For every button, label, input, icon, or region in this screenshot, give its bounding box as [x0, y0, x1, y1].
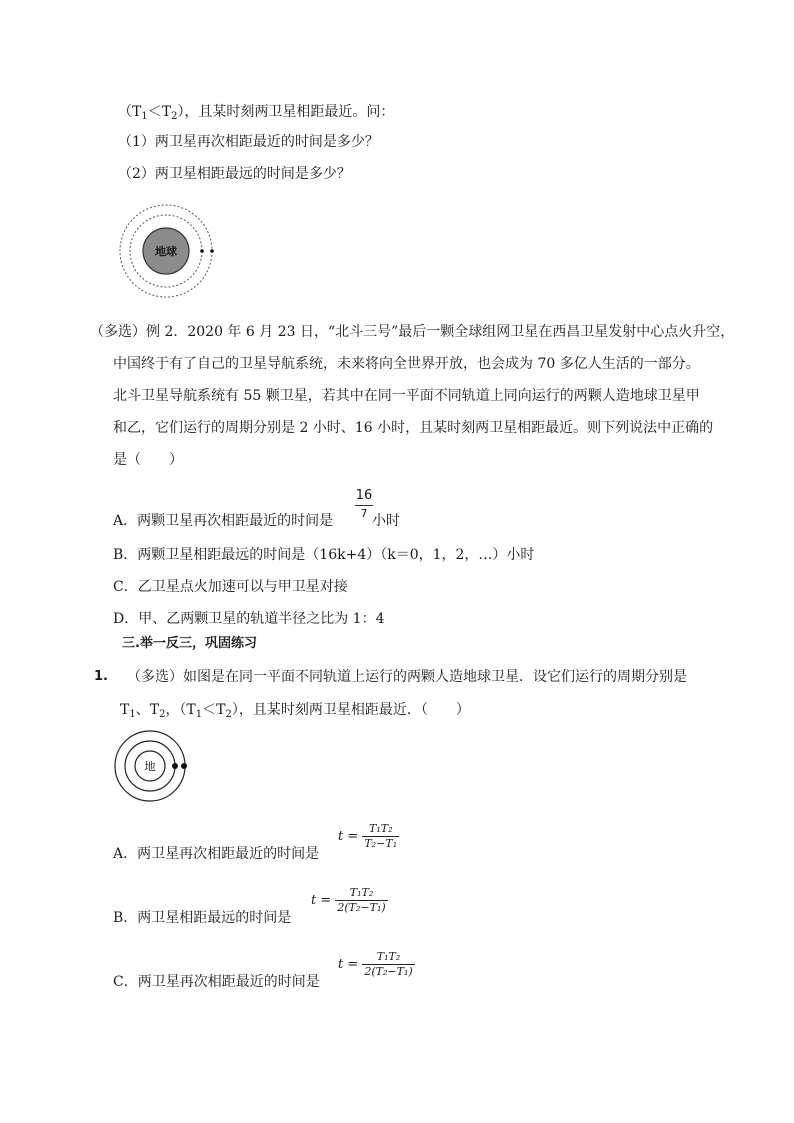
- formula-fraction: [362, 950, 414, 979]
- example2-line-4: 和乙，它们运行的周期分别是 2 小时、16 小时，且某时刻两卫星相距最近。则下列说法中正确的: [113, 420, 714, 436]
- problem1-line-1: （多选）如图是在同一平面不同轨道上运行的两颗人造地球卫星．设它们运行的周期分别是: [127, 669, 687, 685]
- problem1-line-2: [120, 700, 470, 725]
- problem1-option-a: A．两卫星再次相距最近的时间是: [113, 846, 320, 862]
- problem1-option-b: B．两卫星相距最远的时间是: [113, 910, 292, 926]
- orbit-diagram-2: [112, 730, 192, 806]
- example2-line-5: 是（ ）: [113, 452, 183, 468]
- earth-label: 地球: [155, 245, 177, 258]
- option-a-unit: 小时: [372, 513, 400, 529]
- formula-lhs: t =: [338, 957, 359, 972]
- problem-text: ＜T: [202, 702, 226, 718]
- subscript: 1: [129, 709, 136, 720]
- formula-denominator: T₂−T₁: [364, 837, 398, 850]
- subscript: 1: [195, 709, 203, 720]
- intro-text: （T: [118, 104, 142, 120]
- problem-text: T: [120, 702, 130, 718]
- subscript: 1: [141, 111, 148, 122]
- satellite-inner: [200, 249, 204, 253]
- fraction-numerator: 16: [355, 488, 373, 503]
- question-2: （2）两卫星相距最远的时间是多少？: [118, 166, 351, 182]
- formula-lhs: t =: [338, 829, 359, 844]
- satellite-outer: [210, 249, 214, 253]
- formula-c: [338, 950, 415, 979]
- subscript: 2: [171, 111, 178, 122]
- satellite-inner: [172, 763, 178, 769]
- problem-text: ，（T: [165, 702, 196, 718]
- formula-numerator: T₁T₂: [362, 950, 414, 965]
- formula-numerator: T₁T₂: [362, 822, 399, 837]
- formula-lhs: t =: [311, 893, 332, 908]
- subscript: 2: [225, 709, 232, 720]
- example2-line-1: （多选）例 2．2020 年 6 月 23 日，“北斗三号”最后一颗全球组网卫星在西昌卫星发射中心点火升空，: [90, 324, 735, 340]
- example2-option-a: A．两颗卫星再次相距最近的时间是: [113, 513, 334, 529]
- formula-denominator: 2(T₂−T₁): [337, 901, 386, 914]
- example2-line-3: 北斗卫星导航系统有 55 颗卫星，若其中在同一平面不同轨道上同向运行的两颗人造地球卫星甲: [113, 388, 700, 404]
- problem-text: 、T: [135, 702, 160, 718]
- formula-numerator: T₁T₂: [335, 886, 387, 901]
- orbit-diagram-1: [112, 202, 222, 302]
- intro-text: ），且某时刻两卫星相距最近。问：: [177, 104, 395, 120]
- example2-line-2: 中国终于有了自己的卫星导航系统，未来将向全世界开放，也会成为 70 多亿人生活的一部分。: [113, 356, 700, 372]
- intro-line-1: [118, 102, 394, 127]
- fraction-denominator: 7: [355, 505, 373, 522]
- intro-text: ＜T: [147, 104, 172, 120]
- section-heading: 三.举一反三，巩固练习: [122, 636, 257, 651]
- example2-option-d: D．甲、乙两颗卫星的轨道半径之比为 1：4: [113, 611, 385, 627]
- subscript: 2: [159, 709, 166, 720]
- formula-fraction: [335, 886, 387, 915]
- formula-denominator: 2(T₂−T₁): [364, 965, 413, 978]
- problem-text: ），且某时刻两卫星相距最近．（ ）: [231, 702, 470, 718]
- question-1: （1）两卫星再次相距最近的时间是多少？: [118, 134, 379, 150]
- example2-option-c: C．乙卫星点火加速可以与甲卫星对接: [113, 579, 348, 595]
- earth-label: 地: [144, 760, 156, 773]
- problem1-option-c: C．两卫星再次相距最近的时间是: [113, 974, 320, 990]
- example2-option-b: B．两颗卫星相距最远的时间是（16k+4）（k＝0，1，2，…）小时: [113, 547, 535, 563]
- fraction-16-7: [355, 488, 373, 522]
- formula-b: [311, 886, 388, 915]
- problem-number: 1.: [94, 669, 108, 684]
- formula-fraction: [362, 822, 399, 851]
- satellite-outer: [181, 763, 187, 769]
- formula-a: [338, 822, 399, 851]
